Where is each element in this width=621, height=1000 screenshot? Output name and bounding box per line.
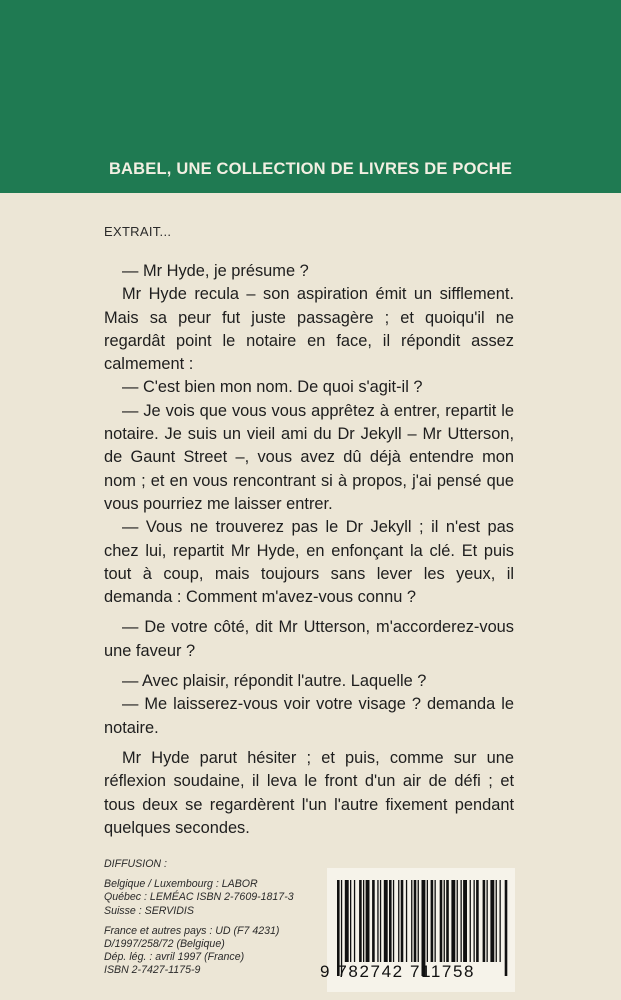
barcode-bar — [476, 880, 479, 962]
barcode-bar — [406, 880, 407, 962]
barcode-bar — [401, 880, 404, 962]
distribution-line: Suisse : SERVIDIS — [104, 904, 194, 917]
distribution-line: ISBN 2-7427-1175-9 — [104, 964, 201, 977]
excerpt-text — [104, 260, 514, 840]
barcode-bar — [411, 880, 412, 962]
barcode-bar — [440, 880, 443, 962]
barcode-bar — [393, 880, 394, 962]
excerpt-paragraph: — Je vois que vous vous apprêtez à entrer, repartit le notaire. Je suis un vieil ami du Dr Jekyll – Mr Utterson, de Gaunt Street –, vous avez dû déjà entendre mon nom ; et en vous rencontrant si à propos, j'ai pensé que vous pourriez me laisser entrer. — [104, 401, 514, 513]
barcode-bar — [363, 880, 364, 962]
barcode-bar — [461, 880, 462, 962]
barcode-bar — [487, 880, 488, 962]
excerpt-paragraph: — De votre côté, dit Mr Utterson, m'accorderez-vous une faveur ? — [104, 618, 514, 660]
excerpt-paragraph: — Vous ne trouverez pas le Dr Jekyll ; il n'est pas chez lui, repartit Mr Hyde, en enfonçant la clé. Et puis tout à coup, mais toujours sans lever les yeux, il demanda : Comment m'avez-vous connu ? — [104, 518, 514, 607]
distribution-line: Québec : LEMÉAC ISBN 2-7609-1817-3 — [104, 891, 294, 904]
barcode-bar — [345, 880, 349, 962]
barcode-bar — [398, 880, 399, 962]
excerpt-paragraph: — Mr Hyde, je présume ? — [122, 262, 309, 280]
barcode-bar — [359, 880, 362, 962]
ean-number: 9 782742 711758 — [320, 962, 476, 981]
collection-title: BABEL, UNE COLLECTION DE LIVRES DE POCHE — [108, 160, 513, 178]
barcode-bar — [500, 880, 501, 962]
barcode-bar — [470, 880, 471, 962]
distribution-line: France et autres pays : UD (F7 4231) — [104, 924, 280, 937]
excerpt-paragraph: — Avec plaisir, répondit l'autre. Laquelle ? — [122, 672, 427, 691]
barcode-bar — [435, 880, 436, 962]
excerpt-paragraph: — C'est bien mon nom. De quoi s'agit-il ? — [122, 378, 423, 397]
distribution-line: Belgique / Luxembourg : LABOR — [104, 878, 258, 891]
barcode-bar — [457, 880, 458, 962]
extract-label: EXTRAIT... — [104, 224, 172, 239]
barcode-bar — [444, 880, 445, 962]
barcode-bar — [451, 880, 455, 962]
distribution-line: Dép. lég. : avril 1997 (France) — [104, 951, 245, 964]
excerpt-paragraph: Mr Hyde parut hésiter ; et puis, comme sur une réflexion soudaine, il leva le front d'un air de défi ; et tous deux se regardèrent l'un l'autre fixement pendant quelques secondes. — [104, 748, 514, 837]
barcode-bar — [446, 880, 449, 962]
barcode-bar — [463, 880, 467, 962]
barcode-bar — [474, 880, 475, 962]
barcode-bar — [366, 880, 370, 962]
barcode-bar — [380, 880, 381, 962]
barcode-bar — [372, 880, 375, 962]
barcode-bar — [496, 880, 497, 962]
barcode-bar — [350, 880, 351, 962]
distribution-info — [104, 858, 344, 978]
barcode-bar — [377, 880, 378, 962]
barcode-bar — [483, 880, 486, 962]
barcode-bar — [384, 880, 388, 962]
barcode-bar — [389, 880, 392, 962]
barcode-bar — [431, 880, 434, 962]
excerpt-paragraph: — Me laisserez-vous voir votre visage ? demanda le notaire. — [104, 695, 514, 737]
distribution-heading: DIFFUSION : — [104, 858, 167, 870]
barcode-bar — [418, 880, 419, 962]
distribution-line: D/1997/258/72 (Belgique) — [104, 938, 225, 951]
excerpt-paragraph: Mr Hyde recula – son aspiration émit un sifflement. Mais sa peur fut juste passagère ; et quoiqu'il ne regardât point le notaire en face, il répondit assez calmement : — [104, 285, 514, 374]
barcode-bar — [414, 880, 417, 962]
barcode-bar — [354, 880, 355, 962]
barcode-bar — [427, 880, 428, 962]
barcode-bar — [490, 880, 494, 962]
